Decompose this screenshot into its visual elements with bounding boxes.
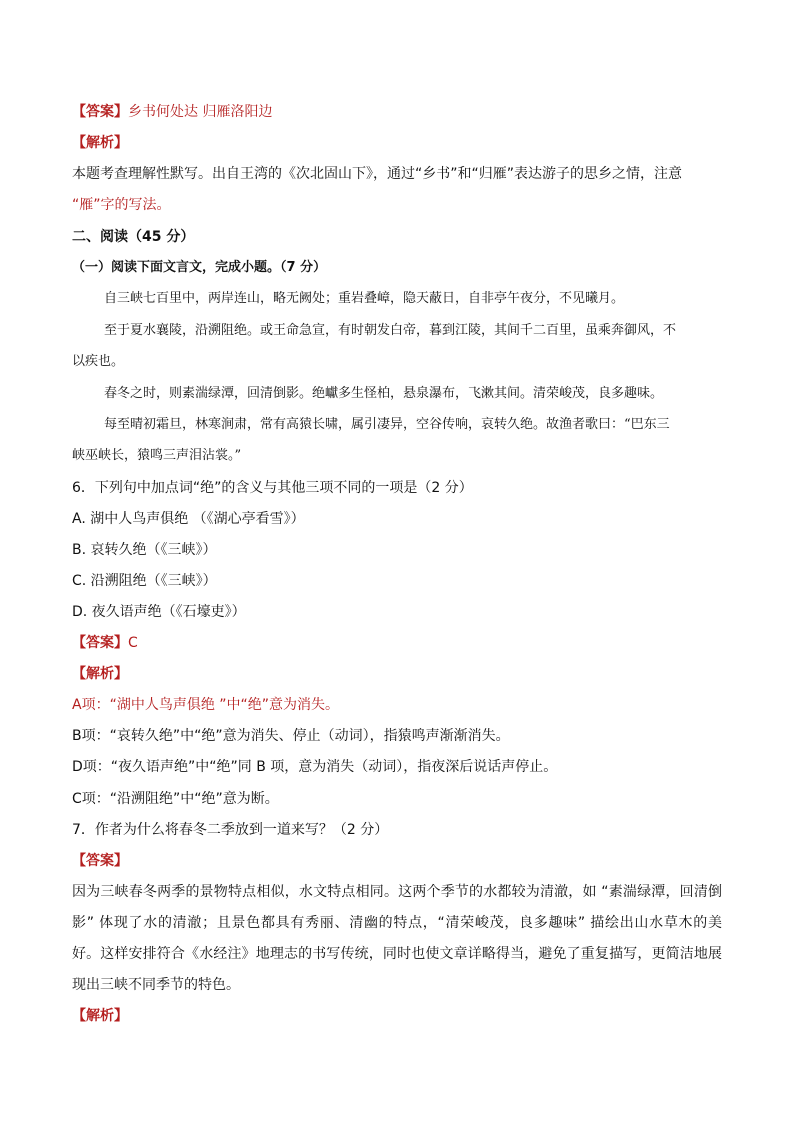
question-7-answer-line2: 影” 体现了水的清澈；且景色都具有秀丽、清幽的特点，“清荣峻茂，良多趣味” 描绘出山水草木的美 bbox=[72, 915, 722, 931]
question-6-analysis-d: D项：“夜久语声绝”中“绝”同 B 项，意为消失（动词），指夜深后说话声停止。 bbox=[72, 759, 558, 775]
passage-paragraph-1: 自三峡七百里中，两岸连山，略无阙处；重岩叠嶂，隐天蔽日，自非亭午夜分，不见曦月。 bbox=[104, 291, 625, 306]
question-6-option-c: C. 沿溯阻绝（《三峡》） bbox=[72, 573, 217, 589]
analysis1-line2: “雁”字的写法。 bbox=[72, 197, 171, 213]
question-7-answer-line3: 好。这样安排符合《水经注》地理志的书写传统，同时也使文章详略得当，避免了重复描写，更简洁地展 bbox=[72, 946, 722, 962]
answer-text: C bbox=[128, 635, 138, 651]
question-6-option-d: D. 夜久语声绝（《石壕吏》） bbox=[72, 604, 246, 620]
answer-tag: 【答案】 bbox=[72, 635, 128, 651]
question-6-answer bbox=[72, 633, 138, 653]
question-6-analysis-tag: 【解析】 bbox=[72, 666, 128, 682]
question-6-analysis-c: C项：“沿溯阻绝”中“绝”意为断。 bbox=[72, 791, 279, 807]
answer-tag: 【答案】 bbox=[72, 104, 128, 120]
answer-line-1 bbox=[72, 102, 272, 122]
passage-paragraph-2a: 至于夏水襄陵，沿溯阻绝。或王命急宣，有时朝发白帝，暮到江陵，其间千二百里，虽乘奔御风，不 bbox=[104, 323, 677, 338]
question-6-analysis-a: A项：“湖中人鸟声俱绝 ”中“绝”意为消失。 bbox=[72, 697, 340, 713]
question-7-stem: 7．作者为什么将春冬二季放到一道来写？（2 分） bbox=[72, 822, 389, 838]
answer-text: 乡书何处达 归雁洛阳边 bbox=[128, 104, 273, 120]
analysis-tag-1: 【解析】 bbox=[72, 135, 128, 151]
passage-paragraph-4a: 每至晴初霜旦，林寒涧肃，常有高猿长啸，属引凄异，空谷传响，哀转久绝。故渔者歌曰：“巴东三 bbox=[104, 417, 670, 432]
passage-paragraph-3: 春冬之时，则素湍绿潭，回清倒影。绝巘多生怪柏，悬泉瀑布，飞漱其间。清荣峻茂，良多趣味。 bbox=[104, 386, 664, 401]
question-6-stem: 6．下列句中加点词“绝”的含义与其他三项不同的一项是（2 分） bbox=[72, 480, 473, 496]
question-6-option-b: B. 哀转久绝（《三峡》） bbox=[72, 542, 217, 558]
subsection-heading: （一）阅读下面文言文，完成小题。（7 分） bbox=[72, 260, 327, 275]
question-6-analysis-b: B项：“哀转久绝”中“绝”意为消失、停止（动词），指猿鸣声渐渐消失。 bbox=[72, 728, 510, 744]
question-7-answer-line4: 现出三峡不同季节的特色。 bbox=[72, 977, 240, 993]
question-7-analysis-tag: 【解析】 bbox=[72, 1008, 128, 1024]
analysis1-line1: 本题考查理解性默写。出自王湾的《次北固山下》，通过“乡书”和“归雁”表达游子的思乡之情，注意 bbox=[72, 166, 683, 182]
section-heading: 二、阅读（45 分） bbox=[72, 229, 195, 245]
question-6-option-a: A. 湖中人鸟声俱绝 （《湖心亭看雪》） bbox=[72, 511, 305, 527]
question-7-answer-tag: 【答案】 bbox=[72, 853, 128, 869]
passage-paragraph-2b: 以疾也。 bbox=[72, 354, 125, 369]
passage-paragraph-4b: 峡巫峡长，猿鸣三声泪沾裳。” bbox=[72, 448, 242, 463]
question-7-answer-line1: 因为三峡春冬两季的景物特点相似，水文特点相同。这两个季节的水都较为清澈，如 “素湍绿潭，回清倒 bbox=[72, 884, 722, 900]
